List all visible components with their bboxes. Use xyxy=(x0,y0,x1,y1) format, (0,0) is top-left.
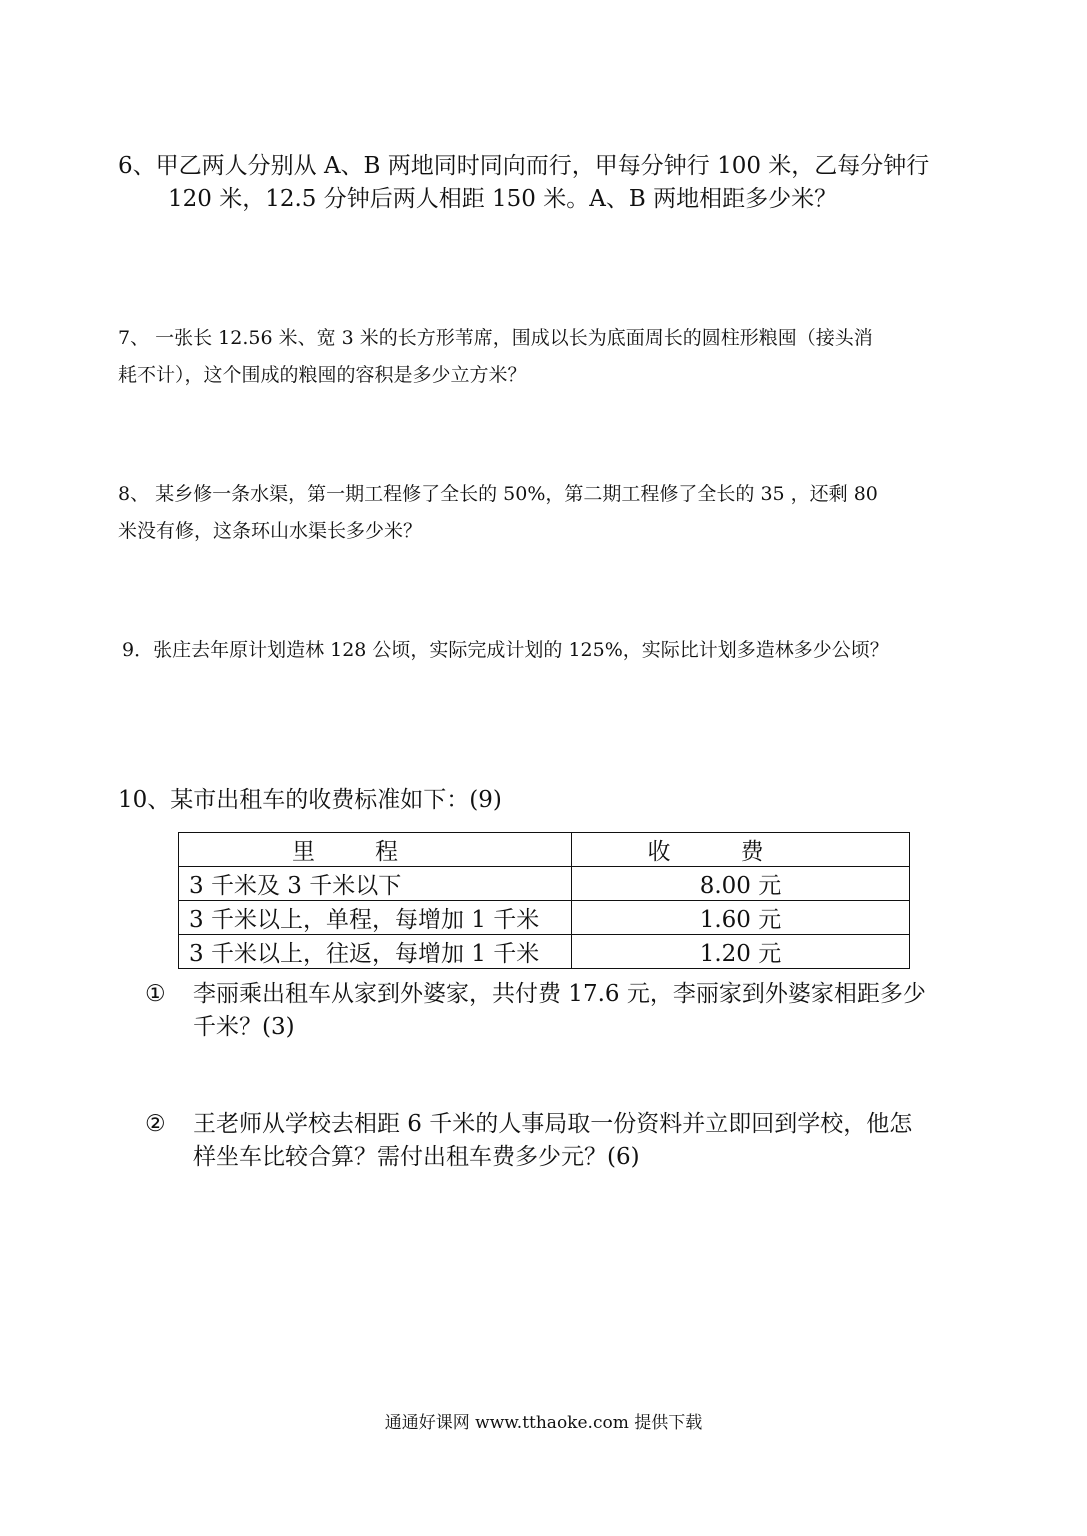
question-10-part-1 xyxy=(145,978,975,1044)
question-6-line-2: 120 米，12.5 分钟后两人相距 150 米。A、B 两地相距多少米？ xyxy=(168,186,838,212)
question-10-part-2 xyxy=(145,1108,975,1174)
part-2-line-2: 样坐车比较合算？需付出租车费多少元？(6) xyxy=(193,1144,640,1170)
question-8 xyxy=(118,476,970,550)
question-10 xyxy=(118,784,970,817)
table-row xyxy=(179,901,910,935)
table-cell-distance: 3 千米以上，往返，每增加 1 千米 xyxy=(179,935,572,969)
table-cell-fee: 1.20 元 xyxy=(572,935,910,969)
table-header-row xyxy=(179,833,910,867)
circled-number-2: ② xyxy=(145,1111,166,1137)
question-10-title: 10、某市出租车的收费标准如下：(9) xyxy=(118,787,502,813)
table-row xyxy=(179,867,910,901)
question-7-line-2: 耗不计），这个围成的粮囤的容积是多少立方米？ xyxy=(118,364,527,386)
part-2-line-1: 王老师从学校去相距 6 千米的人事局取一份资料并立即回到学校，他怎 xyxy=(193,1111,913,1137)
question-8-line-2: 米没有修，这条环山水渠长多少米？ xyxy=(118,520,423,542)
part-1-line-1: 李丽乘出租车从家到外婆家，共付费 17.6 元，李丽家到外婆家相距多少 xyxy=(193,981,926,1007)
table-cell-fee: 1.60 元 xyxy=(572,901,910,935)
table-header-fee: 收费 xyxy=(572,833,910,867)
question-7-line-1: 7、 一张长 12.56 米、宽 3 米的长方形苇席，围成以长为底面周长的圆柱形粮囤（接头消 xyxy=(118,327,873,349)
taxi-fare-table xyxy=(178,832,910,969)
question-8-line-1: 8、 某乡修一条水渠，第一期工程修了全长的 50%，第二期工程修了全长的 35 ，还剩 80 xyxy=(118,483,878,505)
table-cell-distance: 3 千米以上，单程，每增加 1 千米 xyxy=(179,901,572,935)
table-cell-fee: 8.00 元 xyxy=(572,867,910,901)
part-1-line-2: 千米？(3) xyxy=(193,1014,295,1040)
question-9 xyxy=(122,632,974,669)
question-7 xyxy=(118,320,970,394)
question-9-line-1: 9．张庄去年原计划造林 128 公顷，实际完成计划的 125%，实际比计划多造林多少公顷？ xyxy=(122,639,889,661)
table-row xyxy=(179,935,910,969)
question-6 xyxy=(118,150,970,216)
page-footer: 通通好课网 www.tthaoke.com 提供下载 xyxy=(384,1413,703,1433)
circled-number-1: ① xyxy=(145,981,166,1007)
question-6-line-1: 6、甲乙两人分别从 A、B 两地同时同向而行，甲每分钟行 100 米，乙每分钟行 xyxy=(118,153,930,179)
table-header-distance: 里程 xyxy=(179,833,572,867)
table-cell-distance: 3 千米及 3 千米以下 xyxy=(179,867,572,901)
